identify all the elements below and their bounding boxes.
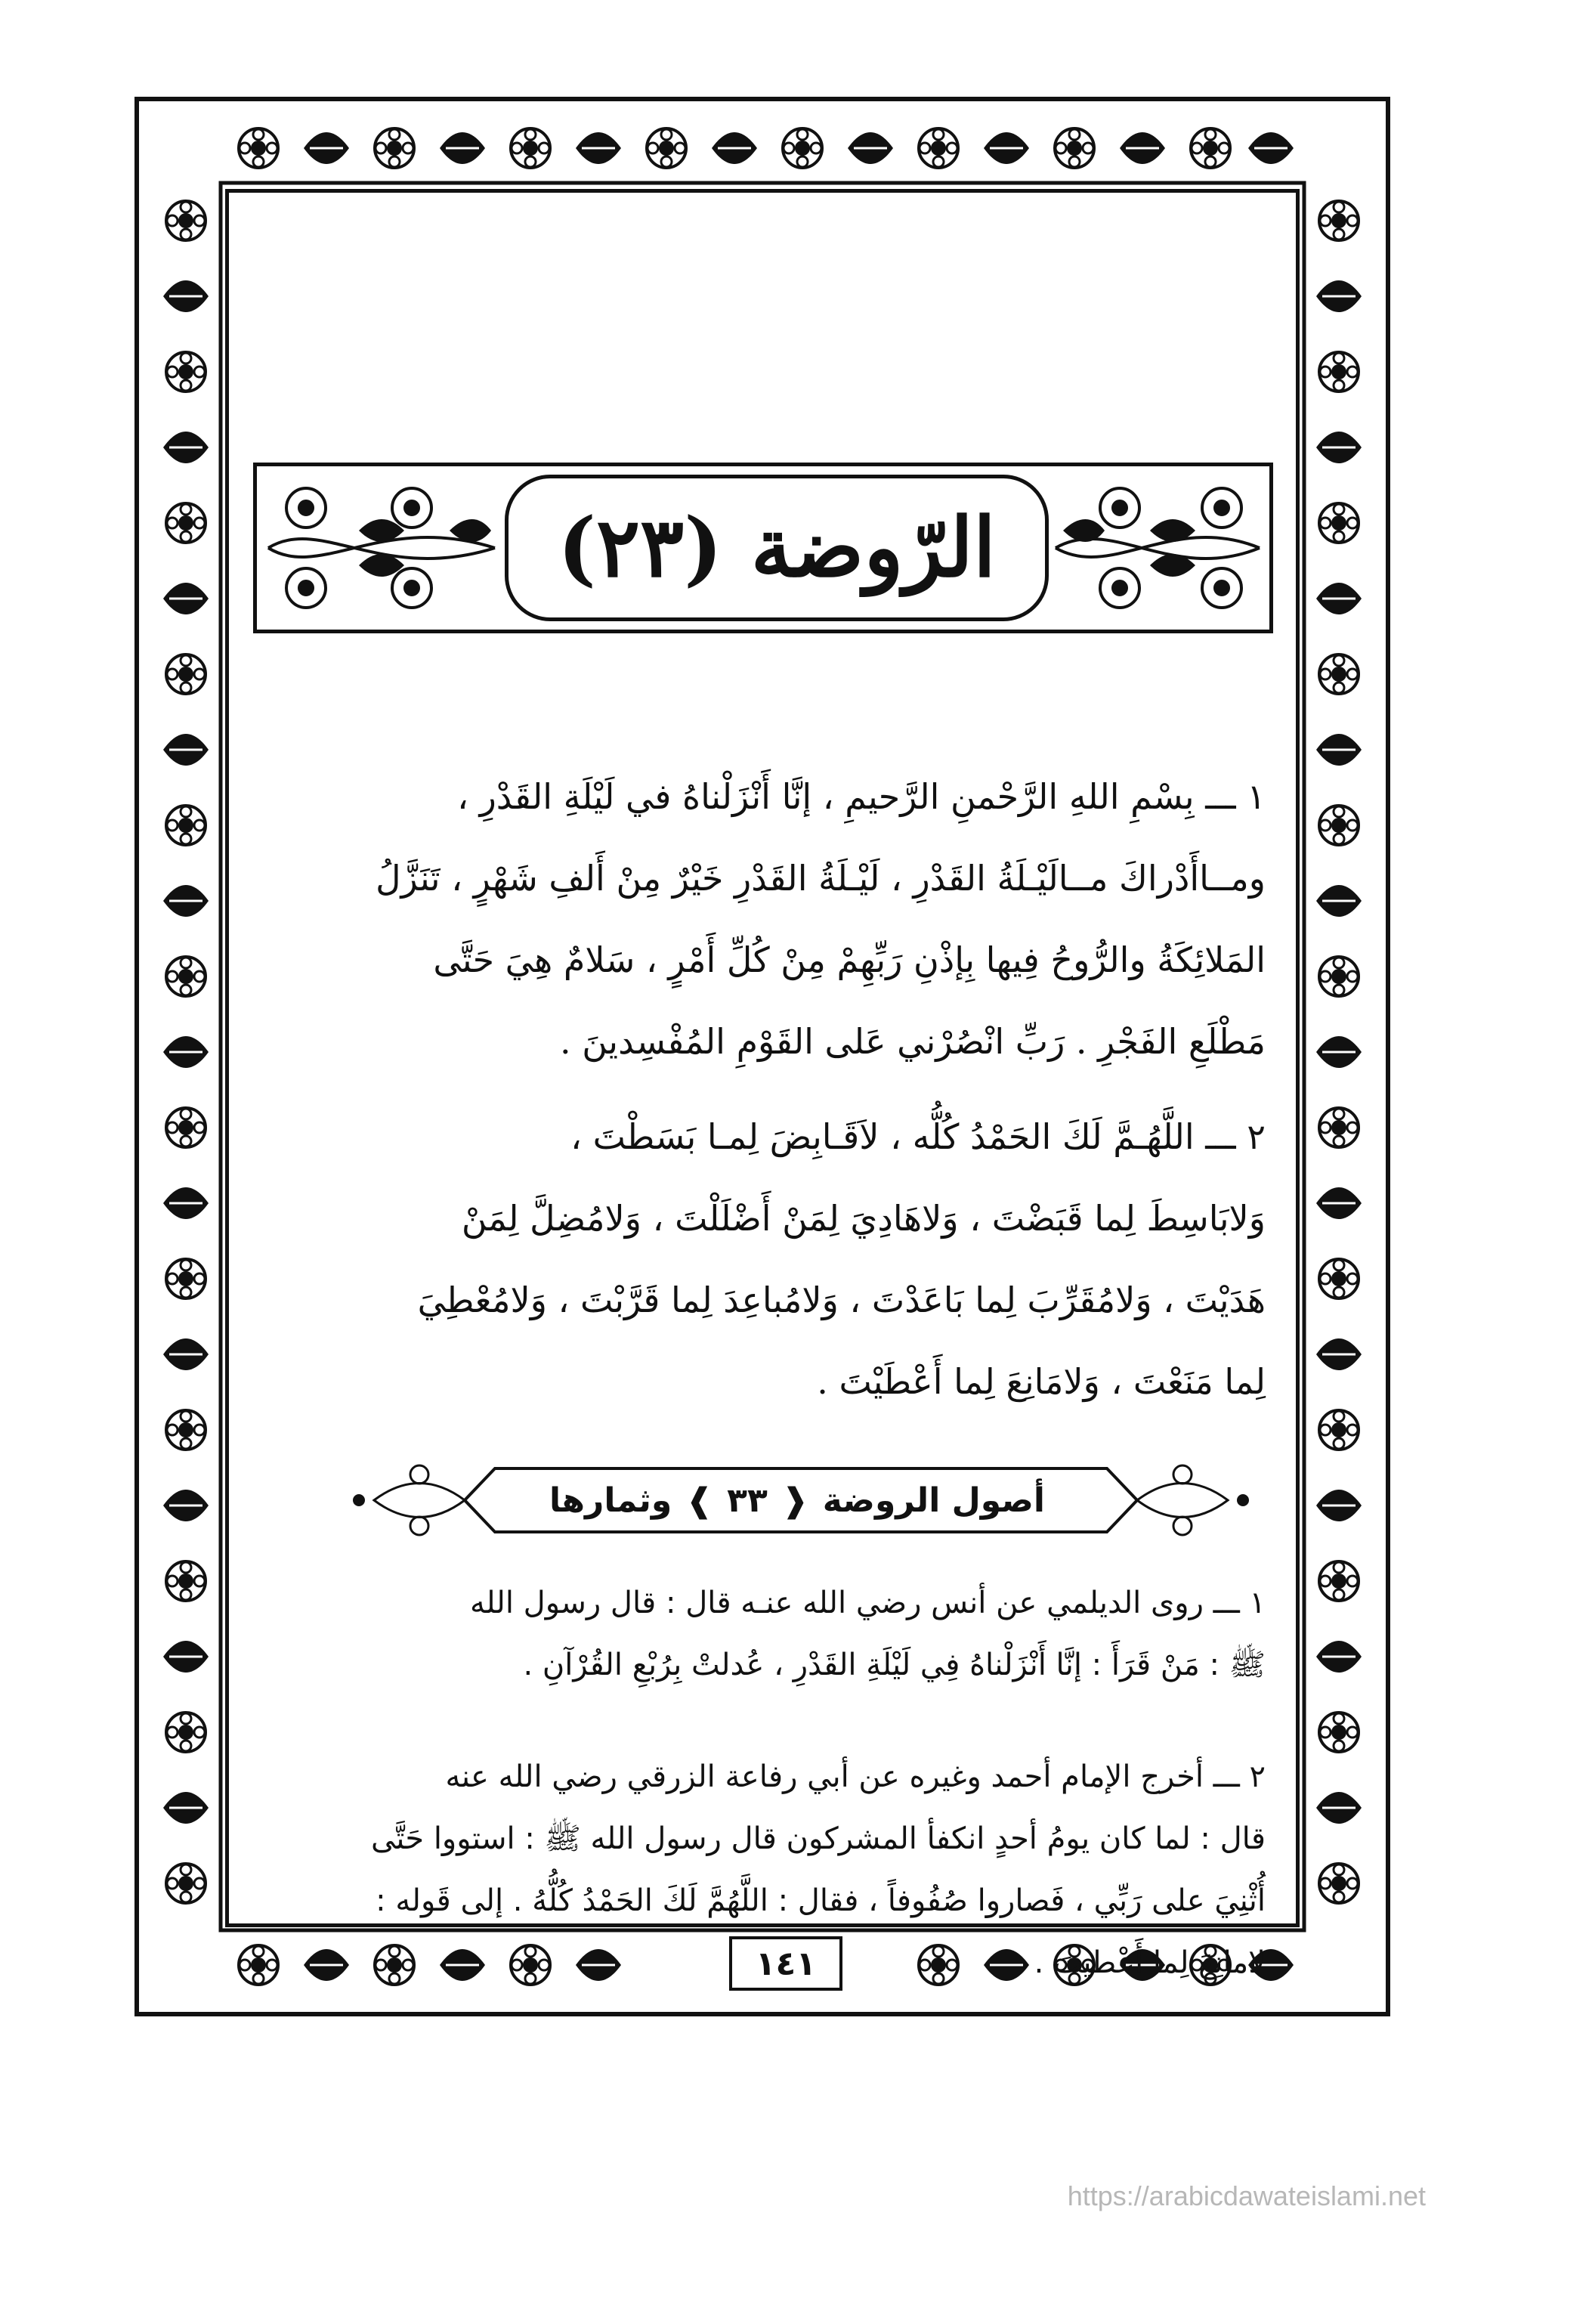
text-line: قال : لما كان يومُ أحدٍ انكفأ المشركون قال رسول الله ﷺ : استووا حَتَّى bbox=[370, 1821, 1266, 1856]
title-left-ornament bbox=[261, 470, 502, 626]
dua-paragraph bbox=[268, 1096, 1266, 1422]
text-line: ١ ـــ روى الديلمي عن أنس رضي الله عنـه قال : قال رسول الله bbox=[469, 1586, 1266, 1620]
text-line: المَلائِكَةُ والرُّوحُ فِيها بِإذْنِ رَبِّهِمْ مِنْ كُلِّ أَمْرٍ ، سَلامٌ هِيَ حَتَّى bbox=[433, 939, 1266, 980]
heading-left-text: وثمارها bbox=[549, 1481, 672, 1520]
quran-paragraph bbox=[268, 756, 1266, 1082]
page-number: ١٤١ bbox=[729, 1936, 842, 1991]
note-hadith-1 bbox=[268, 1572, 1266, 1696]
heading-number: ٣٣ bbox=[727, 1481, 768, 1520]
text-line: ٢ ـــ اللَّهُـمَّ لَكَ الحَمْدُ كُلُّه ، لاَقَـابِضَ لِمـا بَسَطْتَ ، bbox=[570, 1116, 1266, 1157]
text-line: هَدَيْتَ ، وَلامُقَرِّبَ لِما بَاعَدْتَ ، وَلامُباعِدَ لِما قَرَّبْتَ ، وَلامُعْطِيَ bbox=[417, 1280, 1266, 1320]
text-line: لِما مَنَعْتَ ، وَلامَانِعَ لِما أَعْطَيْتَ . bbox=[817, 1361, 1266, 1402]
text-line: أُثْنِيَ على رَبِّي ، فَصاروا صُفُوفاً ، فقال : اللَّهُمَّ لَكَ الحَمْدُ كُلُّهُ . إلى قَوله : bbox=[376, 1883, 1266, 1918]
text-line: ٢ ـــ أخرج الإمام أحمد وغيره عن أبي رفاعة الزرقي رضي الله عنه bbox=[445, 1759, 1266, 1794]
heading-right-text: أصول الروضة bbox=[822, 1481, 1045, 1520]
text-line: مَطْلَعِ الفَجْرِ . رَبِّ انْصُرْني عَلى القَوْمِ المُفْسِدينَ . bbox=[560, 1021, 1266, 1062]
section-heading bbox=[468, 1470, 1126, 1530]
heading-bracket-icon: ❰ bbox=[781, 1481, 809, 1520]
text-line: ﷺ : مَنْ قَرَأَ : إنَّا أَنْزَلْناهُ فِي لَيْلَةِ القَدْرِ ، عُدلتْ بِرُبْعِ القُرْآنِ . bbox=[523, 1648, 1266, 1682]
text-line: ومــاأَدْراكَ مــالَيْـلَةُ القَدْرِ ، لَيْـلَةُ القَدْرِ خَيْرٌ مِنْ أَلفِ شَهْرٍ ، تَنَزَّلُ bbox=[376, 858, 1266, 899]
title-right-ornament bbox=[1052, 470, 1267, 626]
text-line: وَلابَاسِطَ لِما قَبَضْتَ ، وَلاهَادِيَ لِمَنْ أَضْلَلْتَ ، وَلامُضِلَّ لِمَنْ bbox=[461, 1198, 1266, 1239]
page-title: الرّوضة (٢٣) bbox=[557, 500, 997, 596]
heading-bracket-icon: ❱ bbox=[685, 1481, 714, 1520]
title-oval bbox=[505, 475, 1049, 621]
text-line: لامانِعَ لِما أَعْطيتَ . bbox=[1034, 1945, 1266, 1980]
text-line: ١ ـــ بِسْمِ اللهِ الرَّحْمنِ الرَّحيمِ ، إنَّا أَنْزَلْناهُ في لَيْلَةِ القَدْرِ ، bbox=[457, 776, 1266, 817]
watermark-url: https://arabicdawateislami.net bbox=[1067, 2180, 1426, 2211]
